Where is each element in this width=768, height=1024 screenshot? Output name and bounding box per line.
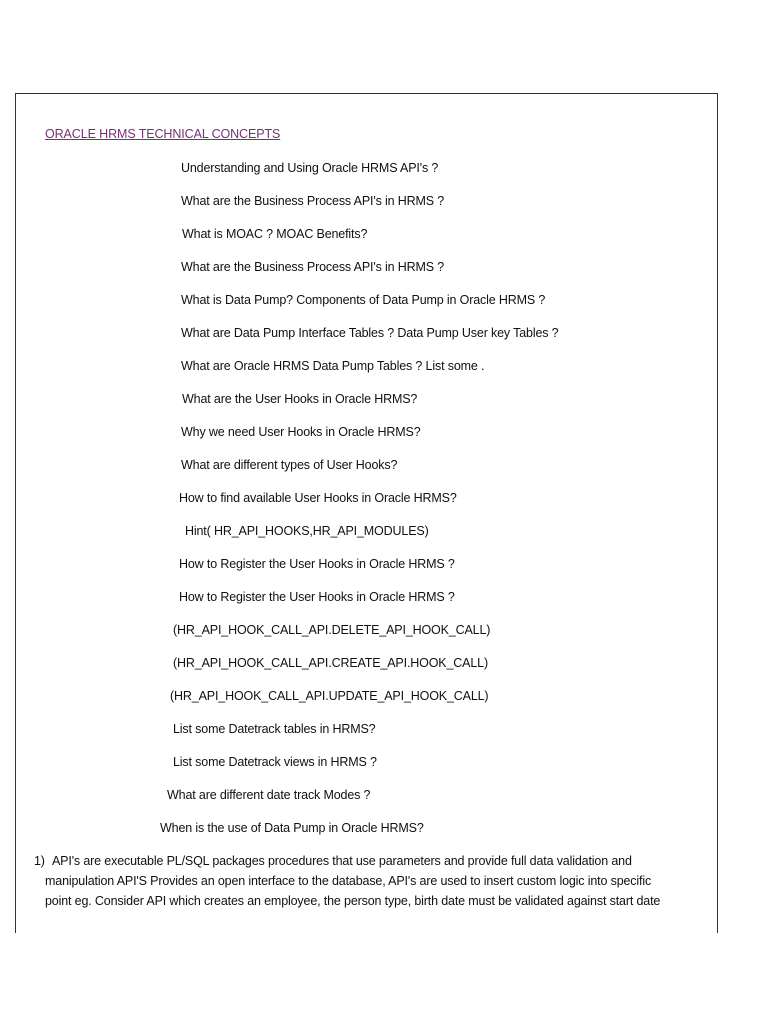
- api-call-item: (HR_API_HOOK_CALL_API.CREATE_API.HOOK_CALL): [173, 656, 488, 670]
- question-item: What are the User Hooks in Oracle HRMS?: [182, 392, 418, 406]
- answer-line-3: point eg. Consider API which creates an employee, the person type, birth date must be validated against start date: [45, 894, 661, 908]
- answer-paragraph: [34, 851, 709, 911]
- document-title: ORACLE HRMS TECHNICAL CONCEPTS: [45, 127, 281, 141]
- answer-line: [34, 851, 709, 871]
- question-item: What are Oracle HRMS Data Pump Tables ? List some .: [181, 359, 485, 373]
- question-item: What are the Business Process API's in HRMS ?: [181, 260, 445, 274]
- question-item: How to Register the User Hooks in Oracle HRMS ?: [179, 557, 455, 571]
- question-item: How to Register the User Hooks in Oracle HRMS ?: [179, 590, 455, 604]
- answer-line-2: manipulation API'S Provides an open interface to the database, API's are used to insert custom logic into specific: [45, 874, 652, 888]
- question-item: What is Data Pump? Components of Data Pump in Oracle HRMS ?: [181, 293, 546, 307]
- document-page: [15, 93, 718, 933]
- question-item: What are Data Pump Interface Tables ? Data Pump User key Tables ?: [181, 326, 559, 340]
- question-item: What are different date track Modes ?: [167, 788, 371, 802]
- question-item: List some Datetrack views in HRMS ?: [173, 755, 377, 769]
- question-item: When is the use of Data Pump in Oracle HRMS?: [160, 821, 424, 835]
- question-item: Understanding and Using Oracle HRMS API's ?: [181, 161, 439, 175]
- question-item: Why we need User Hooks in Oracle HRMS?: [181, 425, 421, 439]
- question-item: What is MOAC ? MOAC Benefits?: [182, 227, 368, 241]
- answer-line-1: API's are executable PL/SQL packages procedures that use parameters and provide full data validation and: [52, 854, 632, 868]
- question-item: How to find available User Hooks in Oracle HRMS?: [179, 491, 457, 505]
- question-item: List some Datetrack tables in HRMS?: [173, 722, 376, 736]
- answer-number: 1): [34, 854, 45, 868]
- api-call-item: (HR_API_HOOK_CALL_API.UPDATE_API_HOOK_CALL): [170, 689, 489, 703]
- api-call-item: (HR_API_HOOK_CALL_API.DELETE_API_HOOK_CALL): [173, 623, 491, 637]
- hint-item: Hint( HR_API_HOOKS,HR_API_MODULES): [185, 524, 429, 538]
- question-item: What are different types of User Hooks?: [181, 458, 398, 472]
- question-item: What are the Business Process API's in HRMS ?: [181, 194, 445, 208]
